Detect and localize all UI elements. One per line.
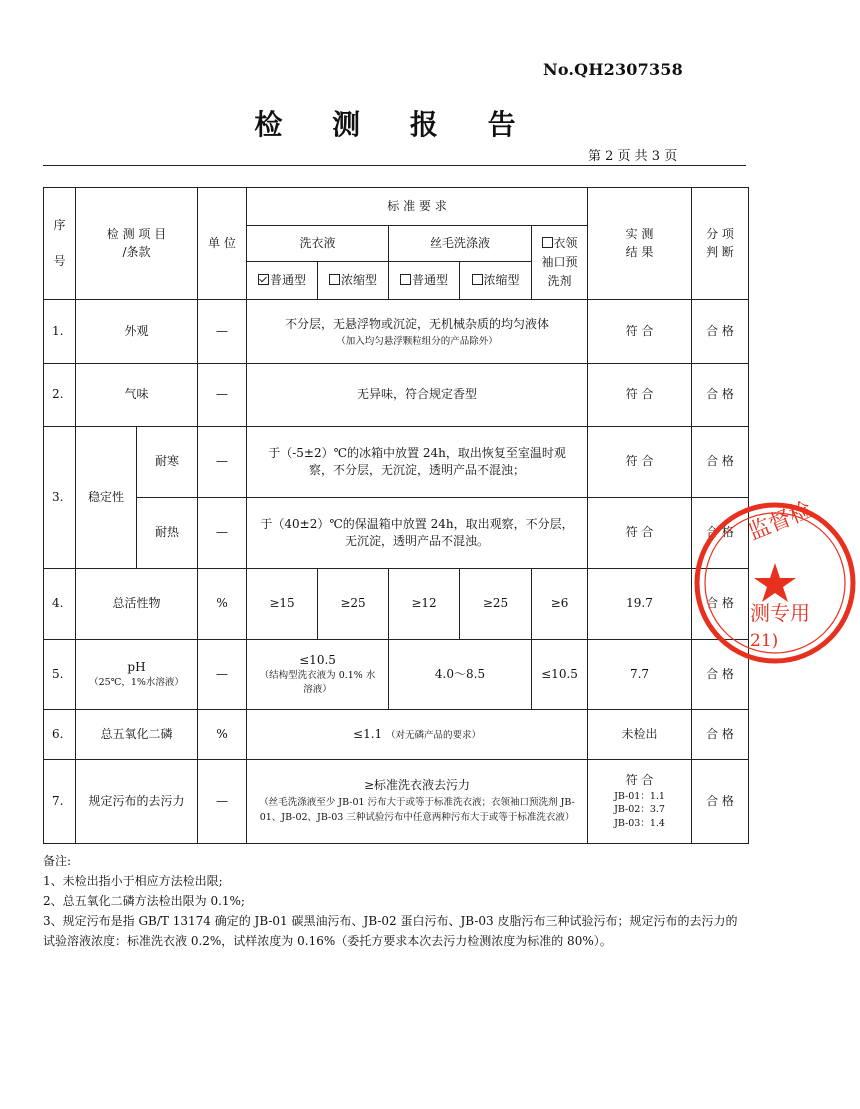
checkbox-checked-icon <box>258 274 269 285</box>
req-wool-normal: ≥12 <box>389 569 460 640</box>
row-result <box>588 760 692 844</box>
row-requirement <box>247 300 588 364</box>
row-result: 未检出 <box>588 710 692 760</box>
table-row <box>44 760 749 844</box>
row-item: 气味 <box>76 364 198 427</box>
collar-line3: 洗剂 <box>547 274 572 289</box>
row-index: 7. <box>44 760 76 844</box>
row-result: 符 合 <box>588 498 692 569</box>
report-number: No.QH2307358 <box>543 60 683 79</box>
type-label: 浓缩型 <box>483 272 520 287</box>
requirement-text: ≥标准洗衣液去污力 <box>363 778 471 793</box>
header-rule <box>43 165 746 166</box>
row-item: 外观 <box>76 300 198 364</box>
header-judge-line2: 判 断 <box>706 244 734 259</box>
row-requirement <box>247 710 588 760</box>
inspection-seal <box>690 498 860 668</box>
row-judgement: 合 格 <box>692 640 749 710</box>
category-collar <box>532 226 588 300</box>
row-item-condition: （25℃，1%水溶液） <box>89 677 184 689</box>
req-laundry-concentrated: ≥25 <box>318 569 389 640</box>
row-judgement: 合 格 <box>692 300 749 364</box>
requirement-text: 不分层，无悬浮物或沉淀，无机械杂质的均匀液体 <box>285 317 550 332</box>
row-item: 稳定性 <box>76 427 137 569</box>
row-item <box>76 640 198 710</box>
header-judge-line1: 分 项 <box>706 227 734 242</box>
report-table <box>43 187 749 844</box>
requirement-note: （加入均匀悬浮颗粒组分的产品除外） <box>336 335 498 347</box>
req-laundry-normal: ≥15 <box>247 569 318 640</box>
collar-line1: 衣领 <box>553 235 578 250</box>
row-judgement: 合 格 <box>692 710 749 760</box>
row-unit: — <box>198 760 247 844</box>
row-item: 总活性物 <box>76 569 198 640</box>
seal-text-bottom: 21) <box>750 631 779 651</box>
collar-line2: 袖口预 <box>541 254 578 269</box>
req-value: ≤10.5 <box>299 653 336 668</box>
header-item-line2: /条款 <box>122 244 151 259</box>
row-unit: — <box>198 498 247 569</box>
req-collar: ≥6 <box>532 569 588 640</box>
row-judgement: 合 格 <box>692 569 749 640</box>
star-icon <box>754 563 796 602</box>
req-note: （结构型洗衣液为 0.1% 水溶液） <box>259 670 376 696</box>
col-header-index <box>44 188 76 300</box>
row-judgement: 合 格 <box>692 760 749 844</box>
table-row <box>44 640 749 710</box>
row-index: 3. <box>44 427 76 569</box>
type-label: 浓缩型 <box>341 272 378 287</box>
col-header-item <box>76 188 198 300</box>
row-judgement: 合 格 <box>692 364 749 427</box>
type-wool-concentrated <box>460 262 532 300</box>
row-unit: — <box>198 364 247 427</box>
seal-text-side: 测专用 <box>750 601 810 625</box>
type-label: 普通型 <box>270 272 307 287</box>
row-unit: — <box>198 300 247 364</box>
page-info: 第 2 页 共 3 页 <box>588 149 678 164</box>
result-jb01: JB-01：1.1 <box>614 790 665 802</box>
row-requirement: 无异味，符合规定香型 <box>247 364 588 427</box>
row-requirement: 于（-5±2）℃的冰箱中放置 24h，取出恢复至室温时观察，不分层，无沉淀，透明产品不混浊； <box>247 427 588 498</box>
table-row <box>44 364 749 427</box>
row-unit: % <box>198 569 247 640</box>
row-unit: % <box>198 710 247 760</box>
requirement-note: （对无磷产品的要求） <box>385 729 481 741</box>
note-item: 3、规定污布是指 GB/T 13174 确定的 JB-01 碳黑油污布、JB-02 蛋白污布、JB-03 皮脂污布三种试验污布；规定污布的去污力的试验溶液浓度：标准洗衣液 0.2%，试样浓度为 0.16%（委托方要求本次去污力检测浓度为标准的 80%）。 <box>43 914 738 948</box>
row-index: 5. <box>44 640 76 710</box>
seal-text-top: 监督检 <box>744 497 816 546</box>
requirement-note: （丝毛洗涤液至少 JB-01 污布大于或等于标准洗衣液；衣领袖口预洗剂 JB-01、JB-02、JB-03 三种试验污布中任意两种污布大于或等于标准洗衣液） <box>259 796 575 824</box>
row-item: 规定污布的去污力 <box>76 760 198 844</box>
header-result-line2: 结 果 <box>625 244 654 259</box>
row-subitem: 耐热 <box>137 498 198 569</box>
row-index: 4. <box>44 569 76 640</box>
req-wool-concentrated: ≥25 <box>460 569 532 640</box>
row-requirement <box>247 760 588 844</box>
col-header-standard: 标 准 要 求 <box>247 188 588 226</box>
type-label: 普通型 <box>412 272 449 287</box>
checkbox-unchecked-icon <box>472 274 483 285</box>
type-laundry-concentrated <box>318 262 389 300</box>
row-unit: — <box>198 640 247 710</box>
header-index-line2: 号 <box>53 253 66 268</box>
row-item-name: pH <box>127 659 146 674</box>
row-index: 2. <box>44 364 76 427</box>
req-laundry <box>247 640 389 710</box>
row-result: 符 合 <box>588 300 692 364</box>
result-jb03: JB-03：1.4 <box>614 818 665 830</box>
checkbox-unchecked-icon <box>542 237 553 248</box>
result-verdict: 符 合 <box>625 773 654 788</box>
checkbox-unchecked-icon <box>400 274 411 285</box>
row-judgement: 合 格 <box>692 427 749 498</box>
table-row <box>44 427 749 498</box>
row-judgement: 合 格 <box>692 498 749 569</box>
row-unit: — <box>198 427 247 498</box>
checkbox-unchecked-icon <box>329 274 340 285</box>
row-index: 1. <box>44 300 76 364</box>
header-index-line1: 序 <box>53 218 66 233</box>
requirement-text: ≤1.1 <box>353 726 383 741</box>
row-requirement: 于（40±2）℃的保温箱中放置 24h，取出观察，不分层，无沉淀，透明产品不混浊。 <box>247 498 588 569</box>
type-wool-normal <box>389 262 460 300</box>
col-header-unit: 单 位 <box>198 188 247 300</box>
note-item: 2、总五氧化二磷方法检出限为 0.1%; <box>43 894 245 908</box>
notes-section <box>43 851 748 951</box>
header-item-line1: 检 测 项 目 <box>106 227 167 242</box>
table-row <box>44 300 749 364</box>
category-wool: 丝毛洗涤液 <box>389 226 532 262</box>
type-laundry-normal <box>247 262 318 300</box>
req-wool: 4.0～8.5 <box>389 640 532 710</box>
header-result-line1: 实 测 <box>625 227 654 242</box>
result-jb02: JB-02：3.7 <box>614 804 665 816</box>
req-collar: ≤10.5 <box>532 640 588 710</box>
col-header-result <box>588 188 692 300</box>
row-result: 19.7 <box>588 569 692 640</box>
page-title: 检 测 报 告 <box>254 108 536 141</box>
row-result: 符 合 <box>588 364 692 427</box>
table-row <box>44 569 749 640</box>
row-result: 符 合 <box>588 427 692 498</box>
row-subitem: 耐寒 <box>137 427 198 498</box>
category-laundry: 洗衣液 <box>247 226 389 262</box>
note-item: 1、未检出指小于相应方法检出限; <box>43 874 223 888</box>
header-row <box>44 188 749 226</box>
col-header-judge <box>692 188 749 300</box>
table-row <box>44 498 749 569</box>
row-item: 总五氧化二磷 <box>76 710 198 760</box>
row-index: 6. <box>44 710 76 760</box>
notes-title: 备注: <box>43 854 72 868</box>
row-result: 7.7 <box>588 640 692 710</box>
table-row <box>44 710 749 760</box>
